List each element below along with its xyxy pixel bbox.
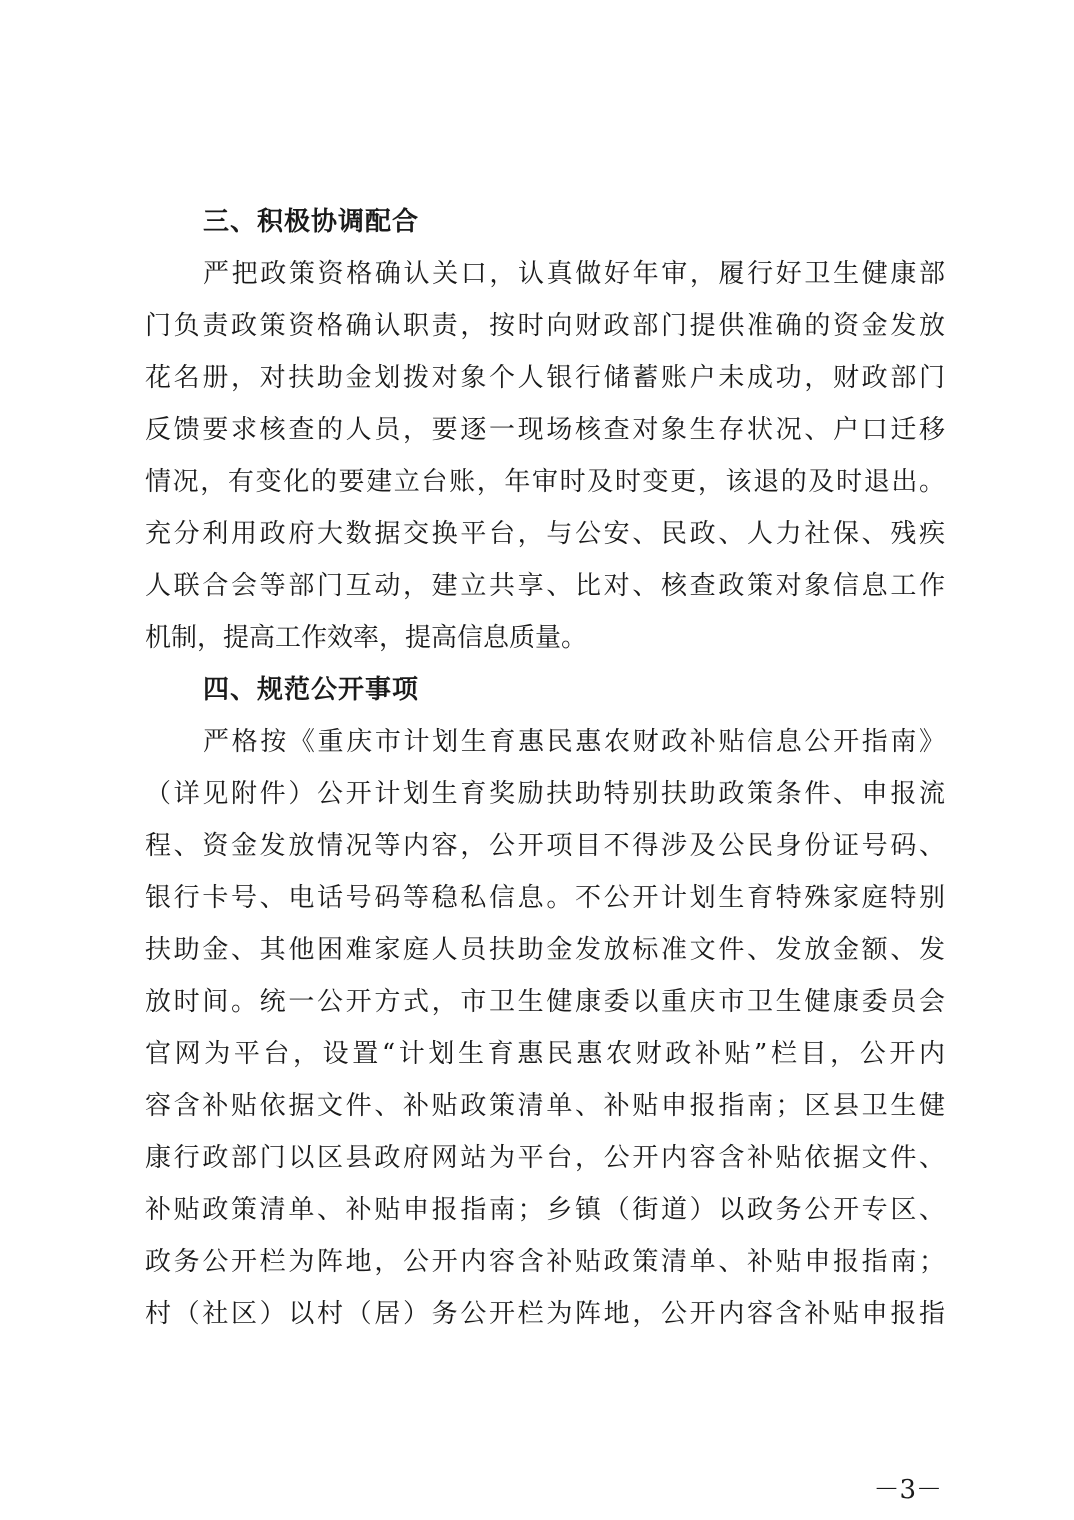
paragraph-4	[145, 716, 945, 1340]
text-line: 情况，有变化的要建立台账，年审时及时变更，该退的及时退出。	[145, 467, 945, 497]
text-line: 花名册，对扶助金划拨对象个人银行储蓄账户未成功，财政部门	[145, 363, 945, 393]
text-line: 扶助金、其他困难家庭人员扶助金发放标准文件、发放金额、发	[145, 935, 945, 965]
text-line: 严格按《重庆市计划生育惠民惠农财政补贴信息公开指南》	[203, 727, 945, 757]
text-line: 门负责政策资格确认职责，按时向财政部门提供准确的资金发放	[145, 311, 945, 341]
text-line: （详见附件）公开计划生育奖励扶助特别扶助政策条件、申报流	[145, 779, 945, 809]
document-body	[145, 196, 945, 1340]
text-line: 村（社区）以村（居）务公开栏为阵地，公开内容含补贴申报指	[145, 1299, 945, 1329]
text-line: 补贴政策清单、补贴申报指南；乡镇（街道）以政务公开专区、	[145, 1195, 945, 1225]
section-heading-3: 三、积极协调配合	[203, 207, 420, 237]
text-line: 充分利用政府大数据交换平台，与公安、民政、人力社保、残疾	[145, 519, 945, 549]
text-line: 人联合会等部门互动，建立共享、比对、核查政策对象信息工作	[145, 571, 945, 601]
text-line: 机制，提高工作效率，提高信息质量。	[145, 623, 588, 653]
text-line: 康行政部门以区县政府网站为平台，公开内容含补贴依据文件、	[145, 1143, 945, 1173]
text-line: 容含补贴依据文件、补贴政策清单、补贴申报指南；区县卫生健	[145, 1091, 945, 1121]
text-line: 反馈要求核查的人员，要逐一现场核查对象生存状况、户口迁移	[145, 415, 945, 445]
text-line: 官网为平台，设置“计划生育惠民惠农财政补贴”栏目，公开内	[145, 1039, 945, 1069]
text-line: 程、资金发放情况等内容，公开项目不得涉及公民身份证号码、	[145, 831, 945, 861]
paragraph-3	[145, 248, 945, 664]
text-line: 严把政策资格确认关口，认真做好年审，履行好卫生健康部	[203, 259, 945, 289]
text-line: 放时间。统一公开方式，市卫生健康委以重庆市卫生健康委员会	[145, 987, 945, 1017]
text-line: 银行卡号、电话号码等稳私信息。不公开计划生育特殊家庭特别	[145, 883, 945, 913]
text-line: 政务公开栏为阵地，公开内容含补贴政策清单、补贴申报指南；	[145, 1247, 945, 1277]
section-heading-4: 四、规范公开事项	[203, 675, 420, 705]
page-number: －3－	[873, 1475, 942, 1505]
